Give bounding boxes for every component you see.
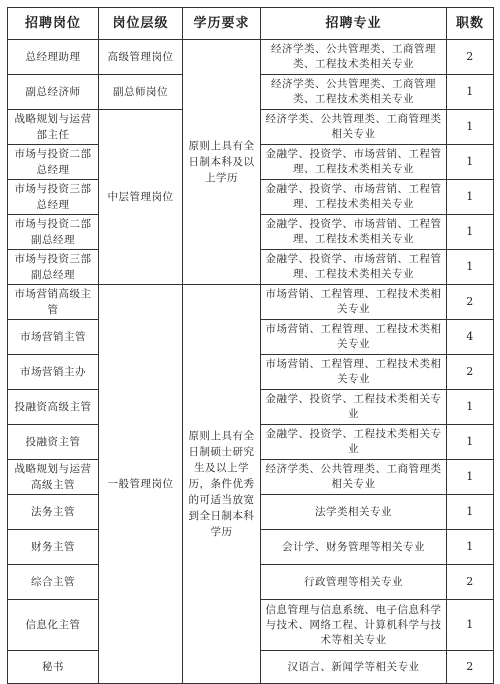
count-cell: 1: [447, 390, 494, 425]
count-cell: 1: [447, 600, 494, 651]
post-cell: 战略规划与运营高级主管: [8, 460, 99, 495]
major-cell: 金融学、投资学、市场营销、工程管理、工程技术类相关专业: [261, 180, 447, 215]
count-cell: 2: [447, 651, 494, 684]
major-cell: 市场营销、工程管理、工程技术类相关专业: [261, 355, 447, 390]
level-cell: 副总师岗位: [99, 75, 183, 110]
post-cell: 信息化主管: [8, 600, 99, 651]
post-cell: 市场营销主管: [8, 320, 99, 355]
count-cell: 2: [447, 355, 494, 390]
table-row: [8, 40, 494, 75]
header-education: 学历要求: [183, 8, 261, 40]
count-cell: 4: [447, 320, 494, 355]
recruitment-table: [7, 7, 494, 684]
major-cell: 汉语言、新闻学等相关专业: [261, 651, 447, 684]
post-cell: 市场与投资三部总经理: [8, 180, 99, 215]
header-post: 招聘岗位: [8, 8, 99, 40]
post-cell: 投融资高级主管: [8, 390, 99, 425]
post-cell: 总经理助理: [8, 40, 99, 75]
major-cell: 信息管理与信息系统、电子信息科学与技术、网络工程、计算机科学与技术等相关专业: [261, 600, 447, 651]
post-cell: 市场营销高级主管: [8, 285, 99, 320]
level-cell: 中层管理岗位: [99, 110, 183, 285]
table-header-row: [8, 8, 494, 40]
post-cell: 市场与投资二部副总经理: [8, 215, 99, 250]
count-cell: 1: [447, 425, 494, 460]
education-cell: 原则上具有全日制本科及以上学历: [183, 40, 261, 285]
count-cell: 2: [447, 565, 494, 600]
count-cell: 1: [447, 530, 494, 565]
count-cell: 1: [447, 75, 494, 110]
major-cell: 金融学、投资学、市场营销、工程管理、工程技术类相关专业: [261, 145, 447, 180]
count-cell: 1: [447, 460, 494, 495]
post-cell: 市场与投资三部副总经理: [8, 250, 99, 285]
post-cell: 财务主管: [8, 530, 99, 565]
major-cell: 金融学、投资学、工程技术类相关专业: [261, 390, 447, 425]
post-cell: 秘书: [8, 651, 99, 684]
major-cell: 经济学类、公共管理类、工商管理类、工程技术类相关专业: [261, 75, 447, 110]
count-cell: 2: [447, 40, 494, 75]
count-cell: 1: [447, 495, 494, 530]
major-cell: 市场营销、工程管理、工程技术类相关专业: [261, 320, 447, 355]
post-cell: 综合主管: [8, 565, 99, 600]
count-cell: 2: [447, 285, 494, 320]
level-cell: 高级管理岗位: [99, 40, 183, 75]
post-cell: 投融资主管: [8, 425, 99, 460]
post-cell: 市场与投资二部总经理: [8, 145, 99, 180]
major-cell: 金融学、投资学、市场营销、工程管理、工程技术类相关专业: [261, 250, 447, 285]
count-cell: 1: [447, 145, 494, 180]
major-cell: 金融学、投资学、工程技术类相关专业: [261, 425, 447, 460]
count-cell: 1: [447, 180, 494, 215]
major-cell: 法学类相关专业: [261, 495, 447, 530]
major-cell: 经济学类、公共管理类、工商管理类相关专业: [261, 460, 447, 495]
major-cell: 经济学类、公共管理类、工商管理类相关专业: [261, 110, 447, 145]
count-cell: 1: [447, 250, 494, 285]
level-cell: 一般管理岗位: [99, 285, 183, 684]
post-cell: 法务主管: [8, 495, 99, 530]
count-cell: 1: [447, 110, 494, 145]
header-level: 岗位层级: [99, 8, 183, 40]
count-cell: 1: [447, 215, 494, 250]
post-cell: 市场营销主办: [8, 355, 99, 390]
major-cell: 经济学类、公共管理类、工商管理类、工程技术类相关专业: [261, 40, 447, 75]
post-cell: 副总经济师: [8, 75, 99, 110]
major-cell: 行政管理等相关专业: [261, 565, 447, 600]
major-cell: 市场营销、工程管理、工程技术类相关专业: [261, 285, 447, 320]
major-cell: 金融学、投资学、市场营销、工程管理、工程技术类相关专业: [261, 215, 447, 250]
table-row: [8, 285, 494, 320]
post-cell: 战略规划与运营部主任: [8, 110, 99, 145]
header-count: 职数: [447, 8, 494, 40]
major-cell: 会计学、财务管理等相关专业: [261, 530, 447, 565]
education-cell: 原则上具有全日制硕士研究生及以上学历，条件优秀的可适当放宽到全日制本科学历: [183, 285, 261, 684]
header-major: 招聘专业: [261, 8, 447, 40]
